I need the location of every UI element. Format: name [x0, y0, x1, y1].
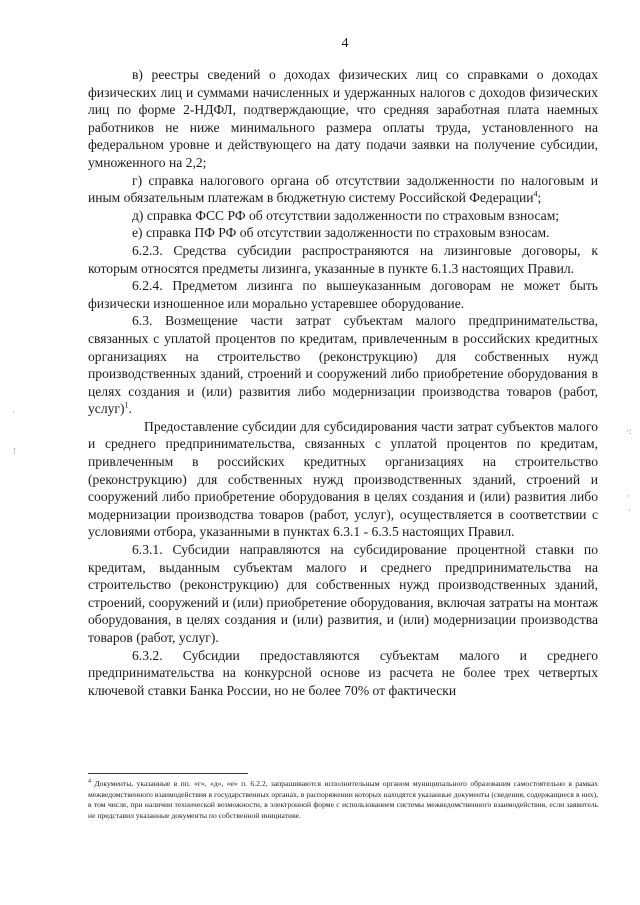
- paragraph-text: 6.2.3. Средства субсидии распространяются на лизинговые договоры, к которым относятся предметы лизинга, указанные в пункте 6.1.3 настоящих Правил.: [88, 242, 598, 276]
- page-number: 4: [341, 36, 349, 51]
- margin-speck: ·: [628, 505, 631, 515]
- footnote-mark: 4: [88, 778, 91, 785]
- paragraph-text: 6.3.1. Субсидии направляются на субсидирование процентной ставки по кредитам, выданным субъектам малого и среднего предпринимательства на строительство (реконструкцию) для собственных нужд производственных зданий, строений, сооружений и (или) приобретение оборудования, включая затраты на монтаж оборудования, в целях создания и (или) развития, и (или) модернизации производства товаров (работ, услуг).: [88, 542, 598, 645]
- paragraph-text: 6.3. Возмещение части затрат субъектам малого предпринимательства, связанных с уплатой процентов по кредитам, привлеченным в российских кредитных организациях на строительство (реконструкцию) для собственных нужд производственных зданий, строений и сооружений либо приобретение оборудования в целях создания и (или) развития либо модернизации производства товаров (работ, услуг): [88, 313, 598, 417]
- footnote-text: Документы, указанные в пп. «г», «д», «е» п. 6.2.2, запрашиваются исполнительным органом муниципального образования самостоятельно в рамках межведомственного взаимодействия в государственных органах, в распоряжении которых находятся указанные документы (сведения, содержащиеся в них), в том числе, при наличии технической возможности, в электронной форме с использованием системы межведомственного взаимодействия, если заявитель не представил указанные документы по собственной инициативе.: [88, 779, 598, 820]
- paragraph-6-3-1: [88, 541, 598, 647]
- margin-speck: ·: [627, 491, 630, 501]
- footnote: [88, 779, 598, 821]
- body-text: [88, 66, 598, 699]
- paragraph-e-pf-certificate: [88, 224, 598, 242]
- paragraph-6-3-2: [88, 647, 598, 700]
- paragraph-d-fss-certificate: [88, 207, 598, 225]
- footnote-divider: [88, 773, 248, 774]
- margin-speck: ·:: [626, 426, 632, 436]
- paragraph-text: 6.3.2. Субсидии предоставляются субъектам малого и среднего предпринимательства на конкурсной основе из расчета не более трех четвертых ключевой ставки Банка России, но не более 70% от фактически: [88, 647, 598, 698]
- paragraph-6-2-3: [88, 242, 598, 277]
- paragraph-text: в) реестры сведений о доходах физических лиц со справками о доходах физических лиц и суммами начисленных и удержанных налогов с доходов физических лиц по форме 2-НДФЛ, подтверждающие, что средняя заработная плата наемных работников не ниже минимального размера оплаты труда, установленного на федеральном уровне и действующего на дату подачи заявки на получение субсидии, умноженного на 2,2;: [88, 67, 598, 170]
- paragraph-text: 6.2.4. Предметом лизинга по вышеуказанным договорам не может быть физически изношенное или морально устаревшее оборудование.: [88, 278, 598, 311]
- paragraph-g-tax-certificate: [88, 172, 598, 207]
- paragraph-tail: .: [128, 401, 132, 417]
- paragraph-6-2-4: [88, 277, 598, 312]
- paragraph-text: д) справка ФСС РФ об отсутствии задолженности по страховым взносам;: [132, 207, 560, 223]
- paragraph-6-3: [88, 312, 598, 418]
- paragraph-v-registries: [88, 66, 598, 172]
- margin-speck: ·: [12, 407, 15, 417]
- paragraph-text: г) справка налогового органа об отсутствии задолженности по налоговым и иным обязательным платежам в бюджетную систему Российской Федерации: [88, 172, 598, 206]
- paragraph-subsidy-provision: [88, 418, 598, 541]
- paragraph-text: е) справка ПФ РФ об отсутствии задолженности по страховым взносам.: [132, 225, 550, 241]
- paragraph-tail: ;: [537, 190, 542, 206]
- margin-speck: ⁝: [13, 446, 16, 456]
- footnote-reference[interactable]: 1: [124, 400, 129, 410]
- paragraph-text: Предоставление субсидии для субсидирования части затрат субъектов малого и среднего предпринимательства, связанных с уплатой процентов по кредитам, привлеченным в российских кредитных организациях на строительство (реконструкцию) для собственных нужд производственных зданий, строений и сооружений либо приобретение оборудования в целях создания и (или) развития либо модернизации производства товаров (работ, услуг), осуществляется в соответствии с условиями отбора, указанными в пунктах 6.3.1 - 6.3.5 настоящих Правил.: [88, 418, 598, 540]
- footnote-reference[interactable]: 4: [533, 189, 538, 199]
